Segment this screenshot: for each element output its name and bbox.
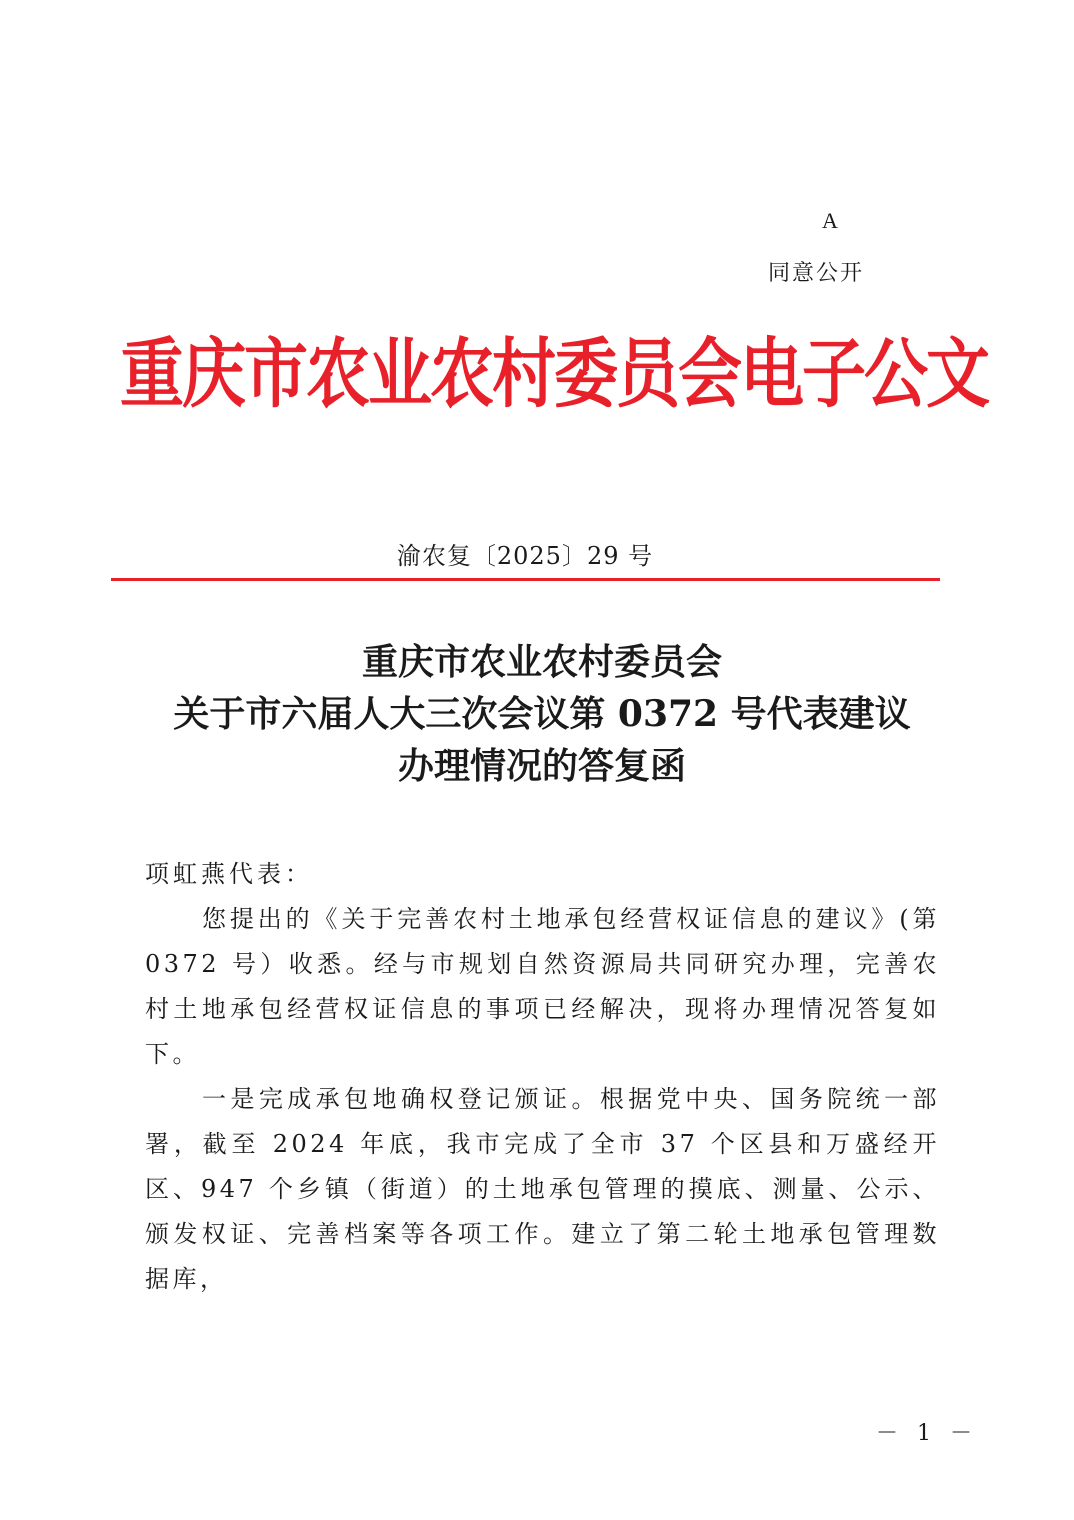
paragraph-1: 您提出的《关于完善农村土地承包经营权证信息的建议》(第 0372 号）收悉。经与市规划自然资源局共同研究办理，完善农村土地承包经营权证信息的事项已经解决，现将办理情况答复如下。: [145, 905, 940, 1068]
document-number: 渝农复〔2025〕29 号: [396, 542, 654, 570]
title-line-1: 重庆市农业农村委员会: [361, 641, 722, 683]
page-number: － 1 －: [876, 1421, 978, 1446]
document-body: [145, 852, 940, 1302]
title-line-3: 办理情况的答复函: [397, 745, 686, 787]
disclosure-label: 同意公开: [768, 261, 865, 286]
masthead: 重庆市农业农村委员会电子公文: [120, 331, 988, 419]
paragraph-2: 一是完成承包地确权登记颁证。根据党中央、国务院统一部署，截至 2024 年底，我市完成了全市 37 个区县和万盛经开区、947 个乡镇（街道）的土地承包管理的摸底、测量、公示、颁发权证、完善档案等各项工作。建立了第二轮土地承包管理数据库，: [145, 1085, 940, 1293]
salutation: 项虹燕代表：: [145, 860, 313, 888]
title-line-2: 关于市六届人大三次会议第 0372 号代表建议: [173, 693, 911, 735]
document-title: [0, 636, 1074, 792]
grade-mark: A: [822, 208, 838, 233]
red-divider-line: [111, 578, 940, 581]
